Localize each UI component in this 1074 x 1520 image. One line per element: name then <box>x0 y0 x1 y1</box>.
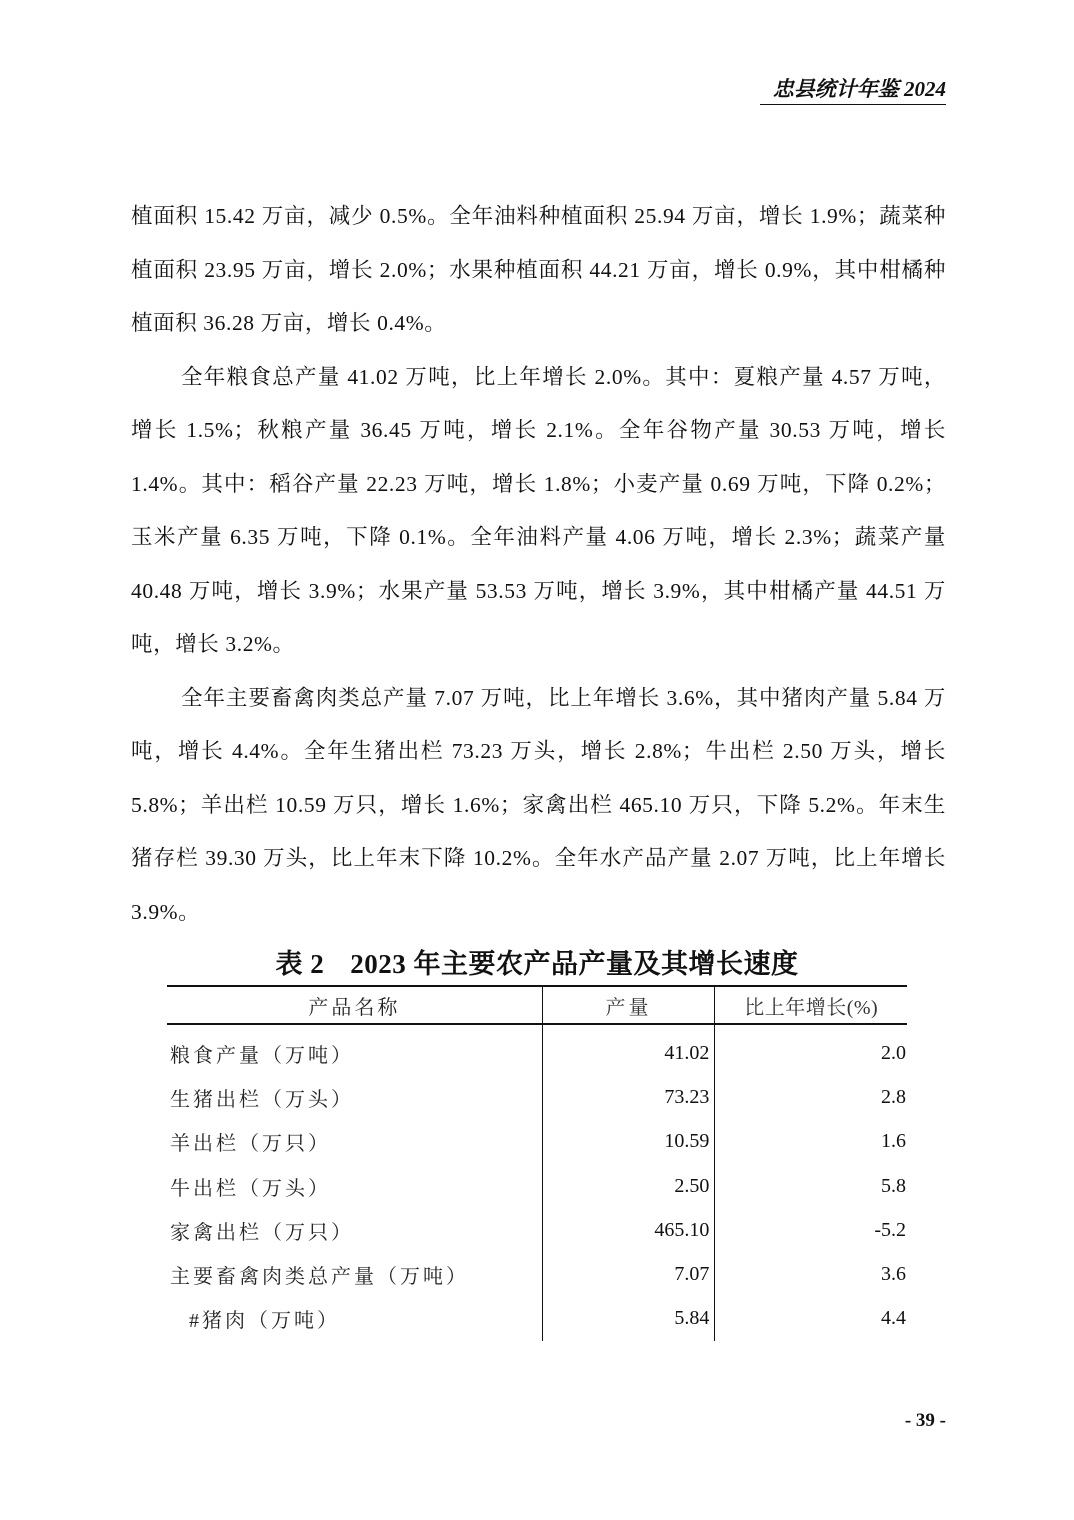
table-row <box>167 1208 907 1252</box>
cell-product-name: 羊出栏（万只） <box>170 1133 331 1156</box>
agri-products-table <box>167 985 907 1341</box>
table-caption: 2023 年主要农产品产量及其增长速度 <box>350 949 799 979</box>
cell-output: 73.23 <box>542 1075 715 1119</box>
paragraph-livestock-output: 全年主要畜禽肉类总产量 7.07 万吨，比上年增长 3.6%，其中猪肉产量 5.84 万吨，增长 4.4%。全年生猪出栏 73.23 万头，增长 2.8%；牛出栏 2.50 万头，增长 5.8%；羊出栏 10.59 万只，增长 1.6%；家禽出栏 465.10 万只，下降 5.2%。年末生猪存栏 39.30 万头，比上年末下降 10.2%。全年水产品产量 2.07 万吨，比上年增长 3.9%。 <box>131 685 946 924</box>
cell-output: 465.10 <box>542 1208 715 1252</box>
cell-product-name: 粮食产量（万吨） <box>170 1044 354 1067</box>
body-text <box>131 190 946 939</box>
column-header-output: 产量 <box>542 986 715 1024</box>
table-row <box>167 1164 907 1208</box>
table-row <box>167 1297 907 1341</box>
cell-product-name: 生猪出栏（万头） <box>170 1088 354 1111</box>
cell-output: 5.84 <box>542 1297 715 1341</box>
cell-output: 41.02 <box>542 1024 715 1075</box>
cell-output: 7.07 <box>542 1252 715 1296</box>
cell-product-name: 家禽出栏（万只） <box>170 1221 354 1244</box>
paragraph-grain-output: 全年粮食总产量 41.02 万吨，比上年增长 2.0%。其中：夏粮产量 4.57 万吨，增长 1.5%；秋粮产量 36.45 万吨，增长 2.1%。全年谷物产量 30.53 万吨，增长 1.4%。其中：稻谷产量 22.23 万吨，增长 1.8%；小麦产量 0.69 万吨，下降 0.2%；玉米产量 6.35 万吨，下降 0.1%。全年油料产量 4.06 万吨，增长 2.3%；蔬菜产量 40.48 万吨，增长 3.9%；水果产量 53.53 万吨，增长 3.9%，其中柑橘产量 44.51 万吨，增长 3.2%。 <box>131 364 946 656</box>
cell-growth: 2.8 <box>715 1075 907 1119</box>
table-title <box>167 944 907 984</box>
cell-growth: -5.2 <box>715 1208 907 1252</box>
cell-growth: 5.8 <box>715 1164 907 1208</box>
paragraph-planting-area: 植面积 15.42 万亩，减少 0.5%。全年油料种植面积 25.94 万亩，增长 1.9%；蔬菜种植面积 23.95 万亩，增长 2.0%；水果种植面积 44.21 万亩，增长 0.9%，其中柑橘种植面积 36.28 万亩，增长 0.4%。 <box>131 204 946 335</box>
cell-growth: 3.6 <box>715 1252 907 1296</box>
table-row <box>167 1252 907 1296</box>
cell-growth: 2.0 <box>715 1024 907 1075</box>
cell-output: 2.50 <box>542 1164 715 1208</box>
cell-product-name: #猪肉（万吨） <box>189 1310 340 1333</box>
table-header-row <box>167 986 907 1024</box>
cell-growth: 4.4 <box>715 1297 907 1341</box>
cell-product-name: 牛出栏（万头） <box>170 1177 331 1200</box>
cell-output: 10.59 <box>542 1120 715 1164</box>
column-header-growth: 比上年增长(%) <box>715 986 907 1024</box>
page-number: - 39 - <box>904 1410 946 1431</box>
table-row <box>167 1075 907 1119</box>
table-row <box>167 1120 907 1164</box>
cell-growth: 1.6 <box>715 1120 907 1164</box>
running-header: 忠县统计年鉴 2024 <box>760 76 946 105</box>
table-row <box>167 1024 907 1075</box>
column-header-product-name: 产品名称 <box>308 996 401 1019</box>
cell-product-name: 主要畜禽肉类总产量（万吨） <box>170 1266 469 1289</box>
table-number: 表 2 <box>275 949 325 979</box>
